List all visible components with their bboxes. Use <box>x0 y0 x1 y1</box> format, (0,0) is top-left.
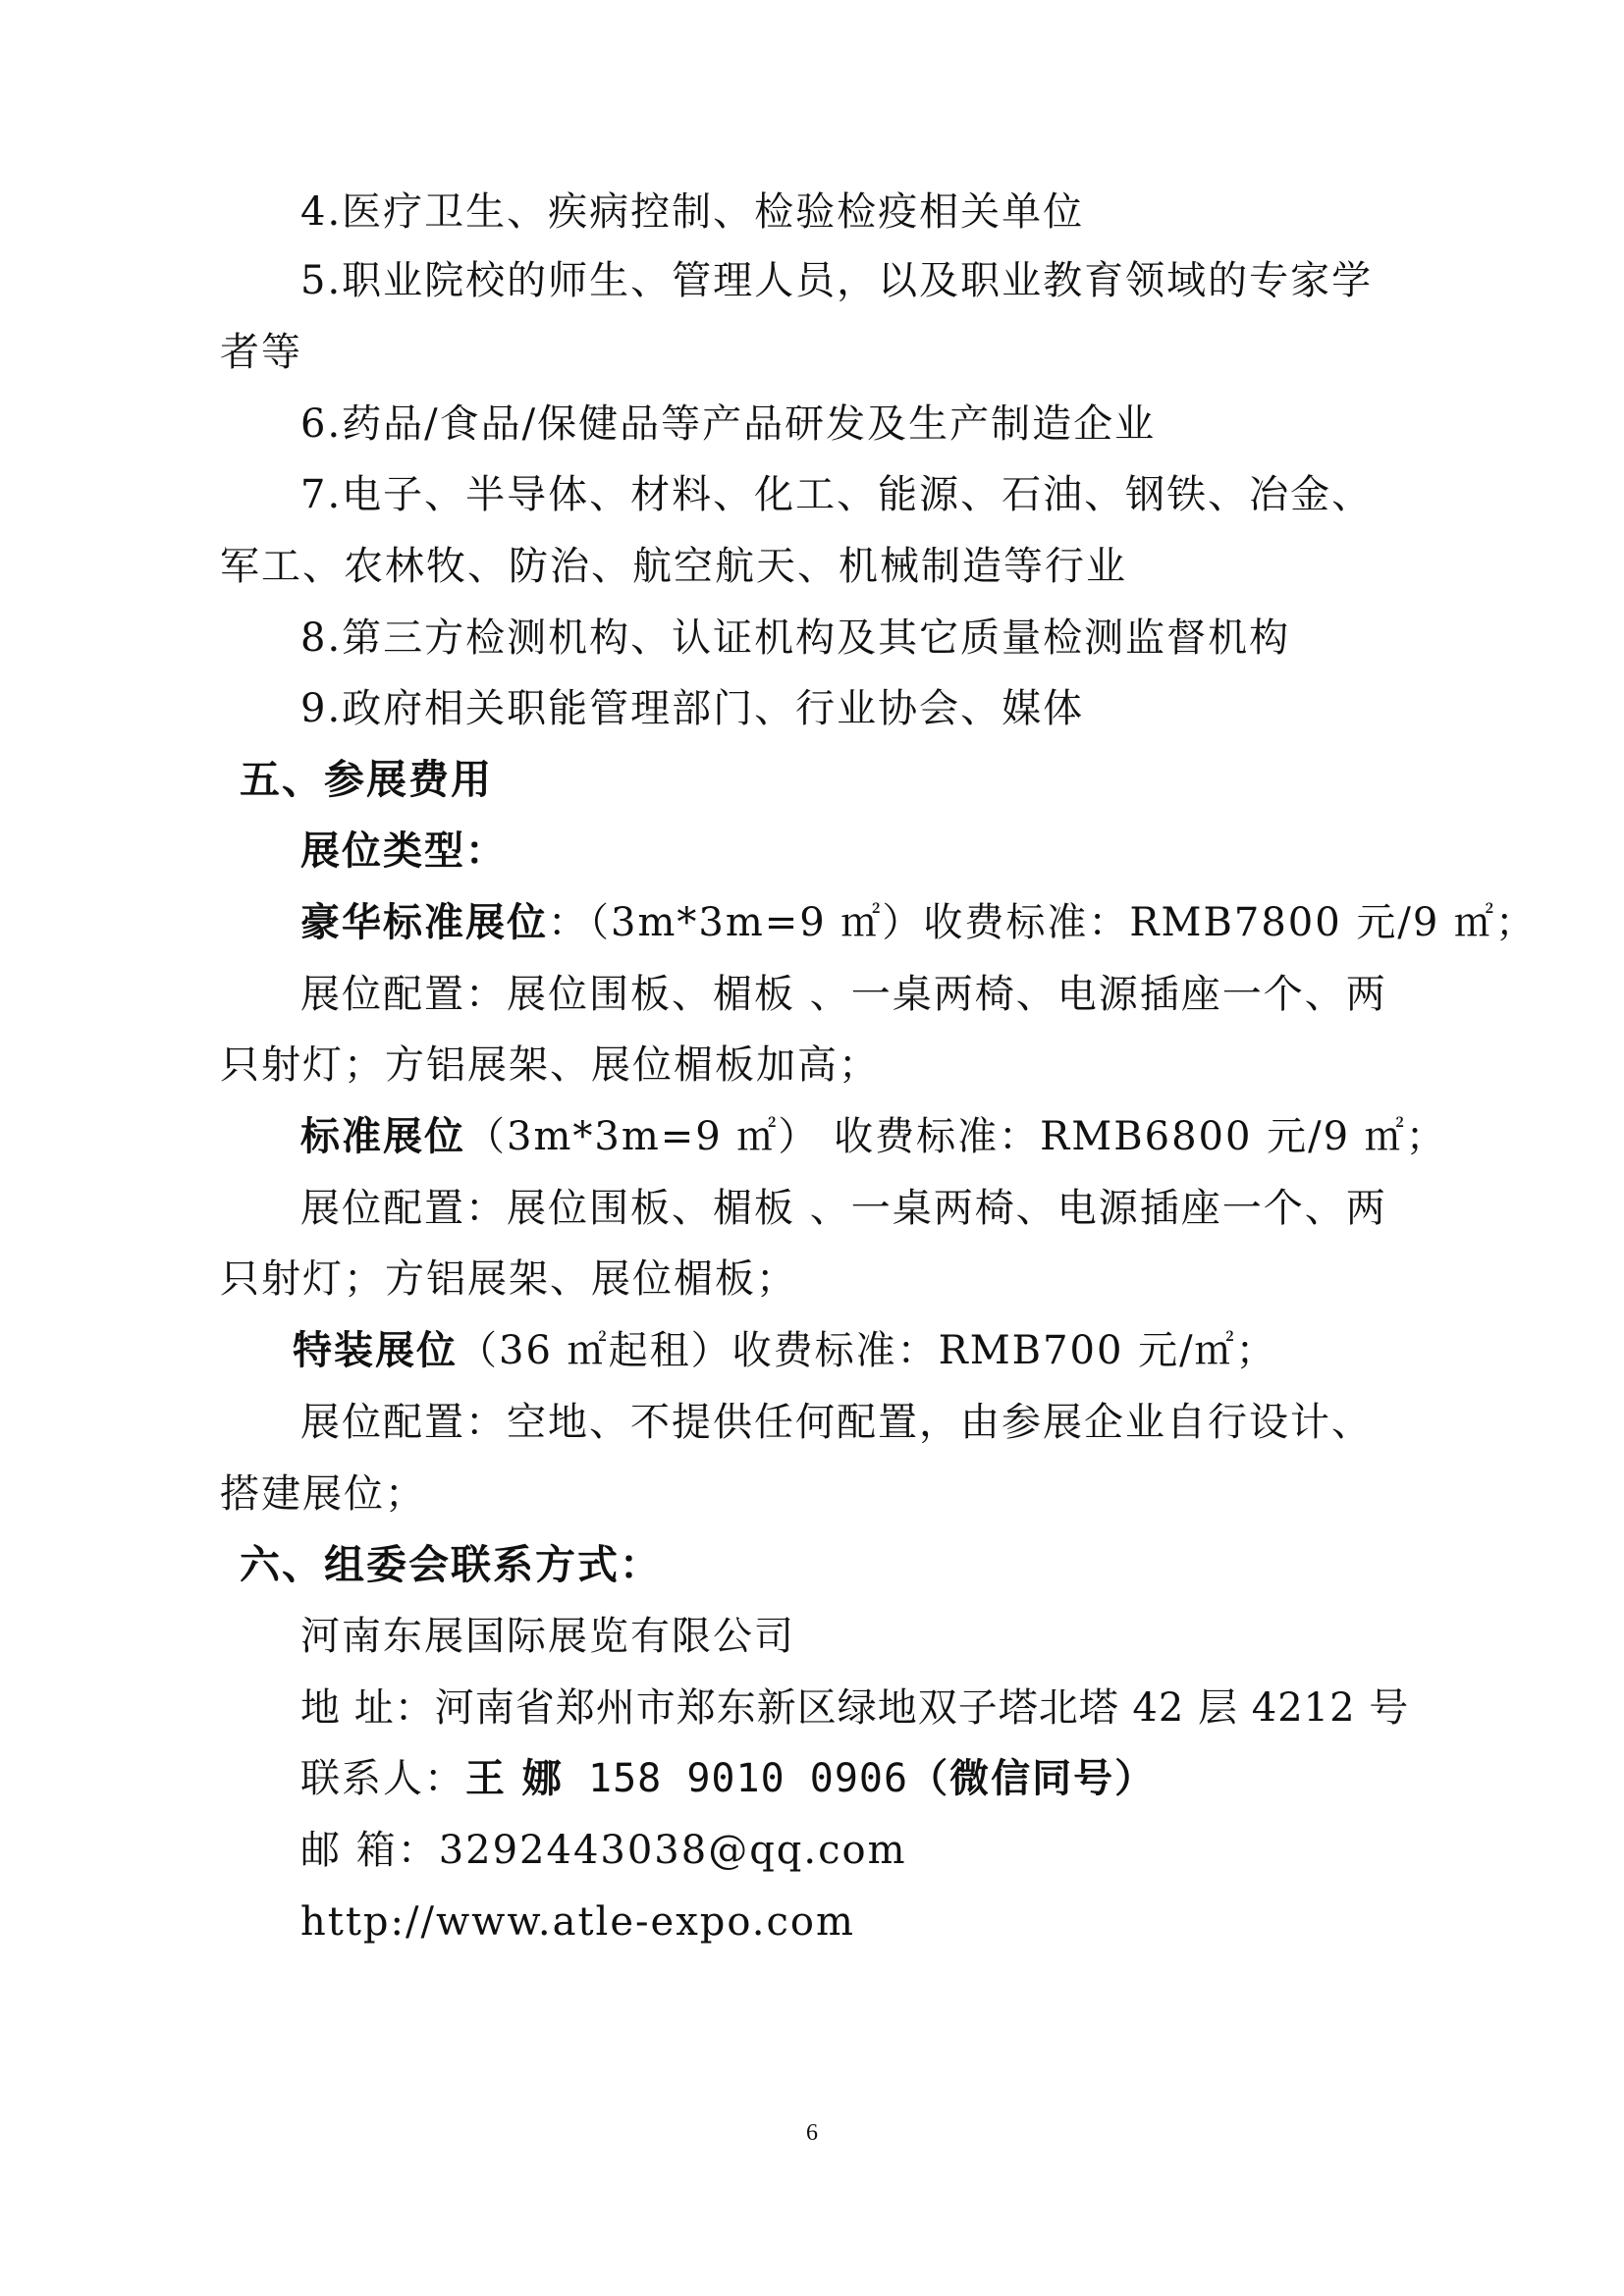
special-config-line1: 展位配置：空地、不提供任何配置，由参展企业自行设计、 <box>300 1400 1373 1445</box>
luxury-booth-name: 豪华标准展位 <box>300 900 548 945</box>
audience-item-6: 6.药品/食品/保健品等产品研发及生产制造企业 <box>300 401 1157 447</box>
audience-item-5-line1: 5.职业院校的师生、管理人员，以及职业教育领域的专家学 <box>300 258 1374 303</box>
standard-booth-name: 标准展位 <box>300 1114 465 1159</box>
fees-heading: 五、参展费用 <box>240 756 493 803</box>
standard-config-line1: 展位配置：展位围板、楣板 、一桌两椅、电源插座一个、两 <box>300 1186 1387 1231</box>
luxury-booth-line <box>300 895 1537 950</box>
special-booth-line <box>293 1323 1277 1378</box>
contact-person-line <box>300 1751 1156 1806</box>
contact-company: 河南东展国际展览有限公司 <box>300 1614 795 1659</box>
audience-item-5-line2: 者等 <box>220 330 302 375</box>
special-booth-name: 特装展位 <box>293 1328 458 1373</box>
contact-person-name: 王 娜 <box>465 1756 564 1801</box>
audience-item-8: 8.第三方检测机构、认证机构及其它质量检测监督机构 <box>300 615 1291 661</box>
booth-types-label: 展位类型： <box>300 828 507 874</box>
page-number: 6 <box>806 2120 818 2146</box>
special-booth-spec: （36 ㎡起租）收费标准：RMB700 元/㎡； <box>458 1328 1277 1373</box>
contact-person-note: （微信同号） <box>908 1756 1157 1801</box>
luxury-config-line1: 展位配置：展位围板、楣板 、一桌两椅、电源插座一个、两 <box>300 972 1387 1017</box>
luxury-config-line2: 只射灯；方铝展架、展位楣板加高； <box>220 1042 880 1088</box>
audience-item-7-line1: 7.电子、半导体、材料、化工、能源、石油、钢铁、冶金、 <box>300 472 1374 517</box>
special-config-line2: 搭建展位； <box>220 1471 426 1517</box>
contact-person-label: 联系人： <box>300 1756 465 1801</box>
luxury-booth-spec: ：（3m*3m=9 ㎡）收费标准：RMB7800 元/9 ㎡； <box>548 900 1538 945</box>
contact-person-phone: 158 9010 0906 <box>563 1756 909 1801</box>
standard-booth-spec: （3m*3m=9 ㎡） 收费标准：RMB6800 元/9 ㎡； <box>465 1114 1447 1159</box>
contact-heading: 六、组委会联系方式： <box>240 1541 662 1588</box>
contact-address: 地 址：河南省郑州市郑东新区绿地双子塔北塔 42 层 4212 号 <box>300 1685 1410 1731</box>
contact-website: http://www.atle-expo.com <box>300 1899 855 1945</box>
audience-item-4: 4.医疗卫生、疾病控制、检验检疫相关单位 <box>300 189 1085 235</box>
contact-email: 邮 箱：3292443038@qq.com <box>300 1828 907 1873</box>
standard-booth-line <box>300 1109 1447 1164</box>
audience-item-7-line2: 军工、农林牧、防治、航空航天、机械制造等行业 <box>220 544 1127 589</box>
standard-config-line2: 只射灯；方铝展架、展位楣板； <box>220 1256 797 1302</box>
audience-item-9: 9.政府相关职能管理部门、行业协会、媒体 <box>300 686 1085 731</box>
